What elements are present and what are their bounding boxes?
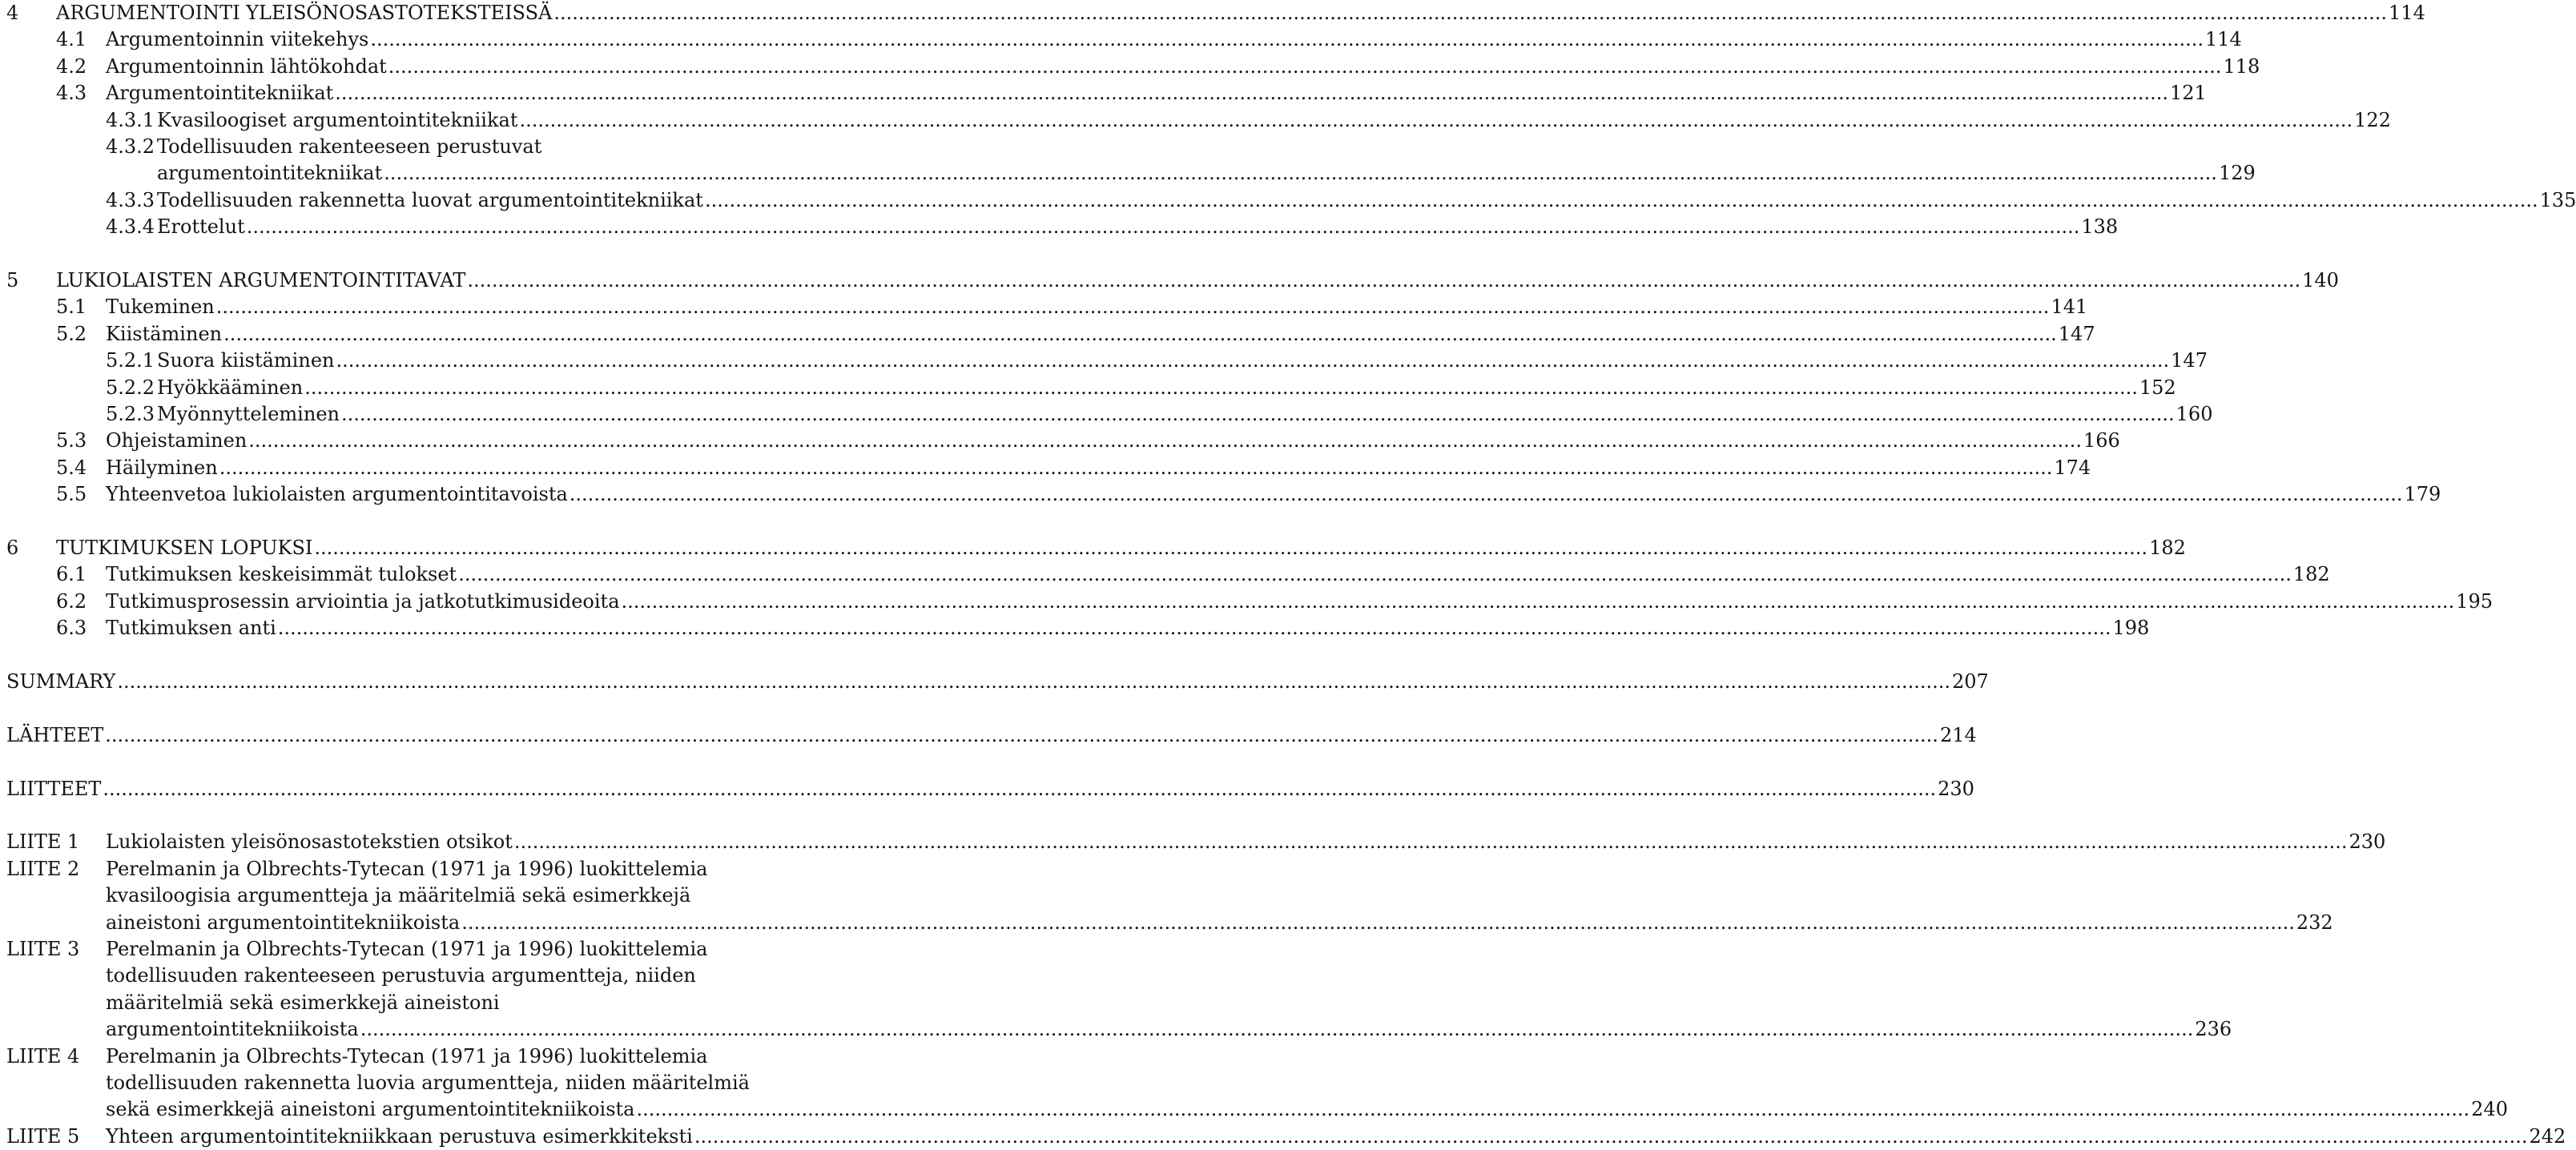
toc-entry-line [0, 883, 769, 909]
toc-entry-title[interactable]: Suora kiistäminen [157, 349, 335, 372]
toc-entry-line [0, 856, 769, 883]
toc-page-number[interactable]: 242 [2529, 1124, 2566, 1148]
toc-entry-line [0, 910, 2333, 936]
toc-entry-title[interactable]: Ohjeistaminen [106, 429, 248, 452]
toc-page-number[interactable]: 147 [2058, 322, 2095, 345]
toc-entry-title[interactable]: argumentointitekniikoista [106, 1018, 359, 1041]
toc-entry-line [0, 963, 769, 989]
toc-entry-title[interactable]: Argumentoinnin viitekehys [106, 28, 369, 51]
dot-leader: ............................................................................................................................................................................................................................................................................................................ [388, 54, 2222, 78]
toc-entry-title[interactable]: sekä esimerkkejä aineistoni argumentointitekniikoista [106, 1098, 635, 1121]
toc-page-number[interactable]: 129 [2218, 162, 2256, 185]
dot-leader: ............................................................................................................................................................................................................................................................................................................ [215, 296, 2050, 319]
dot-leader: ............................................................................................................................................................................................................................................................................................................ [248, 429, 2082, 452]
toc-entry-line [0, 990, 769, 1016]
toc-page-number[interactable]: 138 [2081, 215, 2119, 239]
dot-leader: ............................................................................................................................................................................................................................................................................................................ [105, 723, 1938, 746]
dot-leader: ............................................................................................................................................................................................................................................................................................................ [370, 28, 2204, 51]
toc-entry-line [0, 1070, 769, 1096]
toc-page-number[interactable]: 114 [2389, 2, 2425, 24]
toc-page-number[interactable]: 182 [2292, 563, 2330, 586]
toc-entry-line [0, 428, 2120, 454]
toc-entry-number: LIITE 3 [6, 938, 80, 960]
dot-leader: ............................................................................................................................................................................................................................................................................................................ [461, 911, 2295, 934]
toc-entry-title[interactable]: Hyökkääminen [157, 376, 304, 399]
toc-entry-line [0, 722, 1977, 749]
toc-entry-line [0, 214, 2119, 240]
toc-entry-line [0, 375, 2176, 401]
toc-entry-number: 4 [6, 2, 19, 24]
toc-entry-number: 6.3 [56, 617, 87, 640]
toc-page-number[interactable]: 122 [2354, 108, 2391, 131]
toc-entry-line [0, 160, 2256, 187]
toc-page-number[interactable]: 114 [2205, 28, 2242, 51]
dot-leader: ............................................................................................................................................................................................................................................................................................................ [513, 830, 2348, 854]
toc-entry-line [0, 1096, 2508, 1123]
toc-entry-line [0, 294, 2088, 320]
toc-page-number[interactable]: 140 [2302, 269, 2339, 292]
toc-entry-number: 4.3 [56, 82, 87, 105]
toc-entry-number: 4.3.4 [106, 215, 155, 239]
toc-entry-title[interactable]: todellisuuden rakennetta luovia argumentteja, niiden määritelmiä [106, 1072, 750, 1094]
toc-entry-title[interactable]: todellisuuden rakenteeseen perustuvia argumentteja, niiden [106, 964, 696, 987]
toc-entry-line [0, 1124, 2566, 1150]
toc-entry-number: 5.2 [56, 322, 87, 345]
dot-leader: ............................................................................................................................................................................................................................................................................................................ [384, 162, 2217, 185]
toc-page-number[interactable]: 230 [1938, 777, 1974, 800]
dot-leader: ............................................................................................................................................................................................................................................................................................................ [314, 537, 2148, 559]
toc-entry-line [0, 455, 2091, 481]
toc-page-number[interactable]: 179 [2404, 483, 2441, 506]
toc-entry-title[interactable]: Yhteen argumentointitekniikkaan perustuva esimerkkiteksti [106, 1124, 693, 1148]
toc-entry-title[interactable]: Perelmanin ja Olbrechts-Tytecan (1971 ja 1996) luokittelemia [106, 1044, 708, 1068]
toc-entry-number: 4.1 [56, 28, 87, 51]
dot-leader: ............................................................................................................................................................................................................................................................................................................ [636, 1098, 2470, 1121]
dot-leader: ............................................................................................................................................................................................................................................................................................................ [569, 483, 2403, 506]
toc-entry-number: 5.3 [56, 429, 87, 452]
toc-entry-number: 5.2.3 [106, 403, 155, 425]
toc-entry-title[interactable]: Argumentoinnin lähtökohdat [106, 54, 387, 78]
toc-page-number[interactable]: 198 [2112, 617, 2150, 640]
toc-entry-title[interactable]: LÄHTEET [6, 723, 104, 746]
toc-entry-number: 4.3.1 [106, 108, 155, 131]
dot-leader: ............................................................................................................................................................................................................................................................................................................ [704, 188, 2538, 211]
toc-entry-title[interactable]: kvasiloogisia argumentteja ja määritelmiä sekä esimerkkejä [106, 884, 691, 907]
toc-entry-number: 5.5 [56, 483, 87, 506]
dot-leader: ............................................................................................................................................................................................................................................................................................................ [219, 456, 2053, 479]
toc-entry-number: LIITE 5 [6, 1124, 80, 1148]
toc-page-number[interactable]: 207 [1952, 670, 1989, 693]
dot-leader: ............................................................................................................................................................................................................................................................................................................ [277, 617, 2111, 640]
toc-entry-title[interactable]: Argumentointitekniikat [106, 82, 334, 105]
toc-entry-line [0, 187, 2576, 214]
toc-entry-line [0, 134, 769, 160]
toc-entry-number: 6.2 [56, 589, 87, 613]
dot-leader: ............................................................................................................................................................................................................................................................................................................ [467, 269, 2301, 292]
toc-entry-number: 5.4 [56, 456, 87, 479]
toc-entry-title[interactable]: Häilyminen [106, 456, 218, 479]
toc-entry-title[interactable]: Tukeminen [106, 296, 215, 319]
toc-entry-line [0, 481, 2441, 508]
toc-entry-line [0, 26, 2242, 53]
toc-entry-line [0, 1016, 2232, 1043]
toc-page-number[interactable]: 152 [2139, 376, 2176, 399]
toc-entry-line [0, 1043, 769, 1070]
toc-page-number[interactable]: 160 [2176, 403, 2213, 425]
dot-leader: ............................................................................................................................................................................................................................................................................................................ [117, 670, 1950, 693]
toc-page-number[interactable]: 232 [2296, 911, 2333, 934]
toc-entry-title[interactable]: Erottelut [157, 215, 245, 239]
dot-leader: ............................................................................................................................................................................................................................................................................................................ [340, 403, 2175, 425]
toc-entry-title[interactable]: Perelmanin ja Olbrechts-Tytecan (1971 ja 1996) luokittelemia [106, 857, 708, 880]
toc-entry-title[interactable]: Myönnytteleminen [157, 403, 340, 425]
toc-entry-line [0, 321, 2095, 348]
toc-entry-number: 4.3.3 [106, 188, 155, 211]
toc-entry-number: 5.2.1 [106, 349, 155, 372]
toc-page-number[interactable]: 135 [2539, 188, 2576, 211]
toc-entry-line [0, 535, 2186, 561]
dot-leader: ............................................................................................................................................................................................................................................................................................................ [360, 1018, 2194, 1041]
toc-page-number[interactable]: 118 [2223, 54, 2260, 78]
dot-leader: ............................................................................................................................................................................................................................................................................................................ [304, 376, 2138, 399]
dot-leader: ............................................................................................................................................................................................................................................................................................................ [246, 215, 2080, 239]
toc-entry-line [0, 0, 2425, 26]
toc-entry-line [0, 669, 1989, 695]
toc-entry-number: 4.2 [56, 54, 87, 78]
dot-leader: ............................................................................................................................................................................................................................................................................................................ [223, 322, 2057, 345]
dot-leader: ............................................................................................................................................................................................................................................................................................................ [458, 563, 2292, 586]
toc-entry-number: 5.1 [56, 296, 87, 319]
toc-entry-title[interactable]: Todellisuuden rakenteeseen perustuvat [157, 135, 542, 158]
toc-entry-number: LIITE 1 [6, 830, 80, 854]
toc-entry-line [0, 54, 2260, 80]
toc-page-number[interactable]: 236 [2195, 1018, 2232, 1041]
toc-page-number[interactable]: 240 [2471, 1098, 2508, 1121]
toc-entry-line [0, 80, 2207, 107]
dot-leader: ............................................................................................................................................................................................................................................................................................................ [336, 349, 2170, 372]
dot-leader: ............................................................................................................................................................................................................................................................................................................ [694, 1124, 2528, 1148]
toc-entry-number: 6 [6, 537, 19, 559]
toc-entry-title[interactable]: Kiistäminen [106, 322, 223, 345]
toc-entry-title[interactable]: argumentointitekniikat [157, 162, 383, 185]
toc-entry-line [0, 829, 2386, 855]
toc-entry-number: 5.2.2 [106, 376, 155, 399]
toc-entry-title[interactable]: Perelmanin ja Olbrechts-Tytecan (1971 ja 1996) luokittelemia [106, 938, 708, 960]
toc-entry-number: 4.3.2 [106, 135, 155, 158]
toc-entry-title[interactable]: LUKIOLAISTEN ARGUMENTOINTITAVAT [56, 269, 466, 292]
toc-entry-title[interactable]: määritelmiä sekä esimerkkejä aineistoni [106, 991, 500, 1014]
toc-page-number[interactable]: 182 [2149, 537, 2186, 559]
toc-page-number[interactable]: 141 [2051, 296, 2088, 319]
toc-entry-title[interactable]: ARGUMENTOINTI YLEISÖNOSASTOTEKSTEISSÄ [56, 2, 553, 24]
toc-entry-title[interactable]: Tutkimuksen keskeisimmät tulokset [106, 563, 457, 586]
toc-entry-title[interactable]: TUTKIMUKSEN LOPUKSI [56, 537, 313, 559]
toc-entry-number: LIITE 2 [6, 857, 80, 880]
dot-leader: ............................................................................................................................................................................................................................................................................................................ [519, 108, 2353, 131]
toc-entry-title[interactable]: Lukiolaisten yleisönosastotekstien otsikot [106, 830, 513, 854]
toc-page-number[interactable]: 230 [2349, 830, 2386, 854]
toc-entry-line [0, 561, 2330, 588]
toc-entry-line [0, 348, 2208, 374]
toc-entry-title[interactable]: Kvasiloogiset argumentointitekniikat [157, 108, 518, 131]
dot-leader: ............................................................................................................................................................................................................................................................................................................ [553, 2, 2388, 24]
toc-entry-line [0, 615, 2150, 641]
toc-page-number[interactable]: 166 [2083, 429, 2120, 452]
toc-entry-title[interactable]: Yhteenvetoa lukiolaisten argumentointitavoista [106, 483, 568, 506]
toc-page-number[interactable]: 174 [2054, 456, 2091, 479]
toc-entry-title[interactable]: Todellisuuden rakennetta luovat argumentointitekniikat [157, 188, 703, 211]
toc-entry-title[interactable]: LIITTEET [6, 777, 102, 800]
dot-leader: ............................................................................................................................................................................................................................................................................................................ [621, 589, 2455, 613]
toc-entry-line [0, 776, 1974, 802]
toc-page-number[interactable]: 121 [2169, 82, 2207, 105]
toc-entry-line [0, 107, 2391, 134]
toc-entry-title[interactable]: Tutkimuksen anti [106, 617, 276, 640]
toc-entry-title[interactable]: SUMMARY [6, 670, 116, 693]
toc-entry-number: 5 [6, 269, 19, 292]
dot-leader: ............................................................................................................................................................................................................................................................................................................ [103, 777, 1937, 800]
toc-entry-line [0, 936, 769, 963]
dot-leader: ............................................................................................................................................................................................................................................................................................................ [335, 82, 2168, 105]
toc-page-number[interactable]: 195 [2456, 589, 2493, 613]
toc-entry-number: 6.1 [56, 563, 87, 586]
toc-entry-line [0, 589, 2493, 615]
toc-entry-line [0, 267, 2339, 294]
toc-entry-title[interactable]: aineistoni argumentointitekniikoista [106, 911, 461, 934]
toc-entry-line [0, 401, 2213, 428]
toc-entry-number: LIITE 4 [6, 1044, 80, 1068]
toc-page-number[interactable]: 147 [2171, 349, 2208, 372]
toc-entry-title[interactable]: Tutkimusprosessin arviointia ja jatkotutkimusideoita [106, 589, 620, 613]
toc-page-number[interactable]: 214 [1939, 723, 1977, 746]
